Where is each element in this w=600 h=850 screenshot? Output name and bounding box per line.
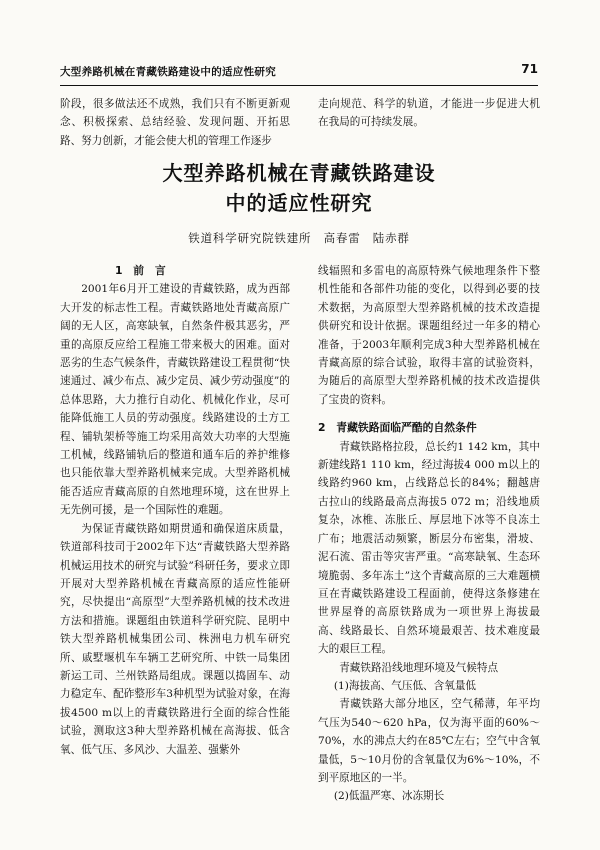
section-1-paragraph-2-continued: 线辐照和多雷电的高原特殊气候地理条件下整机性能和各部件功能的变化，以得到必要的技术数据，为高原型大型养路机械的技术改造提供研究和设计依据。课题组经过一年多的精心准备，于2003年顺利完成3种大型养路机械在青藏高原的综合试验，取得丰富的试验资料，为随后的高原型大型养路机械的技术改造提供了宝贵的资料。 [318, 265, 540, 406]
previous-article-text-right: 走向规范、科学的轨道，才能进一步促进大机在我局的可持续发展。 [318, 98, 540, 129]
previous-article-tail-left [60, 95, 290, 150]
section-1-paragraph-2: 为保证青藏铁路如期贯通和确保道床质量，铁道部科技司于2002年下达“青藏铁路大型养路机械运用技术的研究与试验”科研任务，要求立即开展对大型养路机械在青藏高原的适应性能研究，尽快提出“高原型”大型养路机械的技术改进方法和措施。课题组由铁道科学研究院、昆明中铁大型养路机械集团公司、株洲电力机车研究所、戚墅堰机车车辆工艺研究所、中铁一局集团新运工司、兰州铁路局组成。课题以捣固车、动力稳定车、配砟整形车3种机型为试验对象，在海拔4500 m以上的青藏铁路进行全面的综合性能试验，测取这3种大型养路机械在高海拔、低含氧、低气压、多风沙、大温差、强紫外 [60, 522, 290, 756]
section-1-paragraph-1: 2001年6月开工建设的青藏铁路，成为西部大开发的标志性工程。青藏铁路地处青藏高原广阔的无人区，高寒缺氧，自然条件极其恶劣，严重的高原反应给工程施工带来极大的困难。面对恶劣的生态气候条件，青藏铁路建设工程贯彻“快速通过、减少布点、减少定员、减少劳动强度”的总体思路，大力推行自动化、机械化作业，尽可能降低施工人员的劳动强度。线路建设的土方工程、铺轨架桥等施工均采用高效大功率的大型施工机械，线路铺轨后的整道和通车后的养护维修也只能依靠大型养路机械来完成。大型养路机械能否适应青藏高原的自然地理环境，这在世界上无先例可援，是一个国际性的难题。 [60, 283, 290, 517]
article-title-line-2: 中的适应性研究 [225, 191, 373, 215]
body-column-right [318, 262, 540, 806]
section-2-paragraph-1: 青藏铁路格拉段，总长约1 142 km，其中新建线路1 110 km，经过海拔4 000 m以上的线路约960 km，占线路总长的84%；翻越唐古拉山的线路最高点海拔5 072 m；沿线地质复杂，冰椎、冻胀丘、厚层地下冰等不良冻土广布；地震活动频繁，断层分布密集，滑坡、泥石流、雷击等灾害严重。“高寒缺氧、生态环境脆弱、多年冻土”这个青藏高原的三大难题横亘在青藏铁路建设工程面前，使得这条修建在世界屋脊的高原铁路成为一项世界上海拔最高、线路最长、自然环境最艰苦、技术难度最大的艰巨工程。 [318, 440, 540, 656]
section-1-heading: 1 前 言 [115, 264, 166, 277]
section-2-item-1: (1)海拔高、气压低、含氧量低 [333, 679, 477, 692]
section-2-paragraph-2: 青藏铁路沿线地理环境及气候特点 [339, 661, 499, 674]
section-2-item-2: (2)低温严寒、冰冻期长 [333, 790, 445, 803]
body-column-left [60, 262, 290, 759]
article-title-line-1: 大型养路机械在青藏铁路建设 [162, 161, 436, 185]
section-2-paragraph-3: 青藏铁路大部分地区，空气稀薄，年平均气压为540～620 hPa，仅为海平面的60%～70%，水的沸点大约在85℃左右；空气中含氧量低，5～10月份的含氧量仅为6%～10%，不到平原地区的一半。 [318, 698, 540, 784]
running-title: 大型养路机械在青藏铁路建设中的适应性研究 [60, 66, 276, 78]
running-header [60, 62, 538, 84]
article-authors: 铁道科学研究院铁建所 高春雷 陆赤群 [188, 231, 410, 245]
page-number: 71 [521, 62, 538, 76]
previous-article-tail-right [318, 95, 540, 132]
section-2-heading: 2 青藏铁路面临严酷的自然条件 [318, 421, 477, 435]
article-title [60, 158, 538, 218]
previous-article-text-left: 阶段，很多做法还不成熟，我们只有不断更新观念、积极探索、总结经验、发现问题、开拓思路、努力创新，才能会使大机的管理工作逐步 [60, 98, 290, 147]
header-rule [60, 85, 538, 86]
